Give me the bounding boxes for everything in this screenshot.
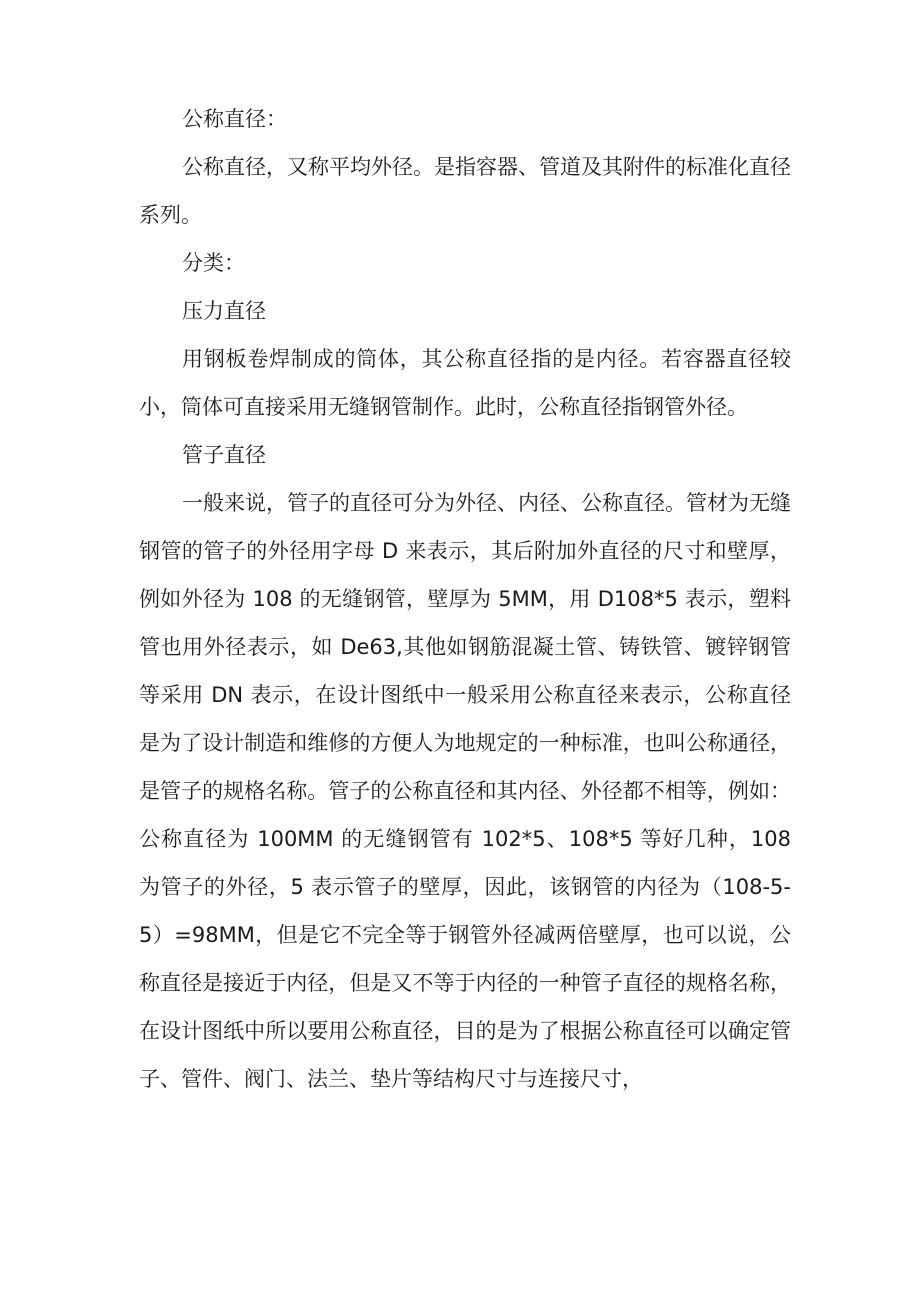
heading-nominal-diameter: 公称直径： [182, 107, 287, 131]
paragraph-definition: 公称直径，又称平均外径。是指容器、管道及其附件的标准化直径系列。 [139, 155, 791, 227]
heading-pressure-diameter: 压力直径 [182, 299, 266, 323]
heading-pipe-diameter: 管子直径 [182, 443, 266, 467]
paragraph-pressure-diameter: 用钢板卷焊制成的筒体，其公称直径指的是内径。若容器直径较小，筒体可直接采用无缝钢管制作。此时，公称直径指钢管外径。 [139, 347, 791, 419]
paragraph-pipe-diameter: 一般来说，管子的直径可分为外径、内径、公称直径。管材为无缝钢管的管子的外径用字母 D 来表示，其后附加外直径的尺寸和壁厚，例如外径为 108 的无缝钢管，壁厚为 5MM，用 D108*5 表示，塑料管也用外径表示，如 De63,其他如钢筋混凝土管、铸铁管、镀锌钢管等采用 DN 表示，在设计图纸中一般采用公称直径来表示，公称直径是为了设计制造和维修的方便人为地规定的一种标准，也叫公称通径，是管子的规格名称。管子的公称直径和其内径、外径都不相等，例如：公称直径为 100MM 的无缝钢管有 102*5、108*5 等好几种，108 为管子的外径，5 表示管子的壁厚，因此，该钢管的内径为（108-5-5）=98MM，但是它不完全等于钢管外径减两倍壁厚，也可以说，公称直径是接近于内径，但是又不等于内径的一种管子直径的规格名称，在设计图纸中所以要用公称直径，目的是为了根据公称直径可以确定管子、管件、阀门、法兰、垫片等结构尺寸与连接尺寸， [139, 491, 791, 1091]
heading-classification: 分类： [182, 251, 245, 275]
document-body [139, 95, 791, 1103]
